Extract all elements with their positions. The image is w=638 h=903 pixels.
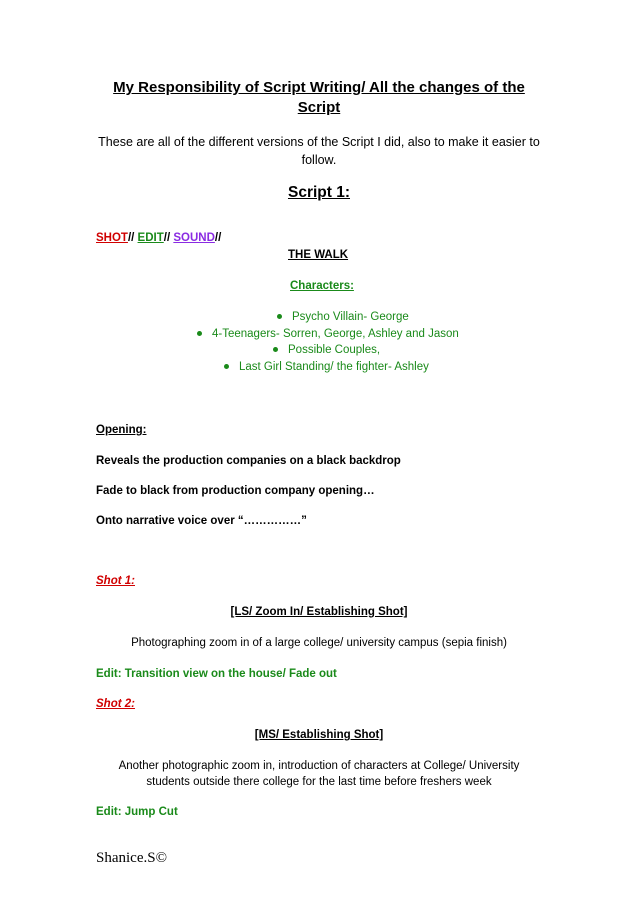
characters-heading: Characters: (290, 280, 354, 292)
legend-line (96, 232, 221, 244)
character-item (197, 328, 459, 340)
bullet-icon (277, 314, 282, 319)
shot-2-description-line-2: students outside there college for the last time before freshers week (146, 776, 492, 788)
the-walk-title: THE WALK (288, 249, 349, 261)
bullet-icon (273, 347, 278, 352)
legend-separator: // (214, 232, 222, 244)
opening-line: Onto narrative voice over “……………” (96, 515, 307, 527)
footer-author: Shanice.S© (96, 850, 167, 866)
character-text: 4-Teenagers- Sorren, George, Ashley and Jason (212, 328, 459, 340)
shot-1-description: Photographing zoom in of a large college/ university campus (sepia finish) (131, 637, 507, 649)
bullet-icon (224, 364, 229, 369)
shot-1-label: Shot 1: (96, 575, 135, 587)
character-text: Last Girl Standing/ the fighter- Ashley (239, 361, 429, 373)
character-item (224, 361, 429, 373)
shot-2-description-line-1: Another photographic zoom in, introduction of characters at College/ University (118, 760, 520, 772)
bullet-icon (197, 331, 202, 336)
legend-separator: // (163, 232, 174, 244)
shot-1-edit: Edit: Transition view on the house/ Fade out (96, 668, 337, 680)
shot-2-type: [MS/ Establishing Shot] (254, 729, 384, 741)
character-text: Possible Couples, (288, 344, 381, 356)
legend-edit: EDIT (137, 232, 164, 244)
page-title-line-2: Script (297, 99, 341, 116)
legend-shot: SHOT (96, 232, 128, 244)
opening-line: Fade to black from production company opening… (96, 485, 375, 497)
intro-line-1: These are all of the different versions of the Script I did, also to make it easier to (98, 135, 540, 149)
intro-line-2: follow. (301, 153, 337, 167)
character-text: Psycho Villain- George (292, 311, 409, 323)
character-item (277, 311, 409, 323)
opening-heading: Opening: (96, 424, 147, 436)
shot-1-type: [LS/ Zoom In/ Establishing Shot] (230, 606, 408, 618)
character-item (273, 344, 380, 356)
legend-separator: // (127, 232, 138, 244)
script-heading: Script 1: (287, 184, 350, 201)
shot-2-edit: Edit: Jump Cut (96, 806, 178, 818)
shot-2-label: Shot 2: (96, 698, 135, 710)
opening-line: Reveals the production companies on a black backdrop (96, 455, 401, 467)
legend-sound: SOUND (173, 232, 215, 244)
page-title-line-1: My Responsibility of Script Writing/ All the changes of the (113, 79, 525, 96)
